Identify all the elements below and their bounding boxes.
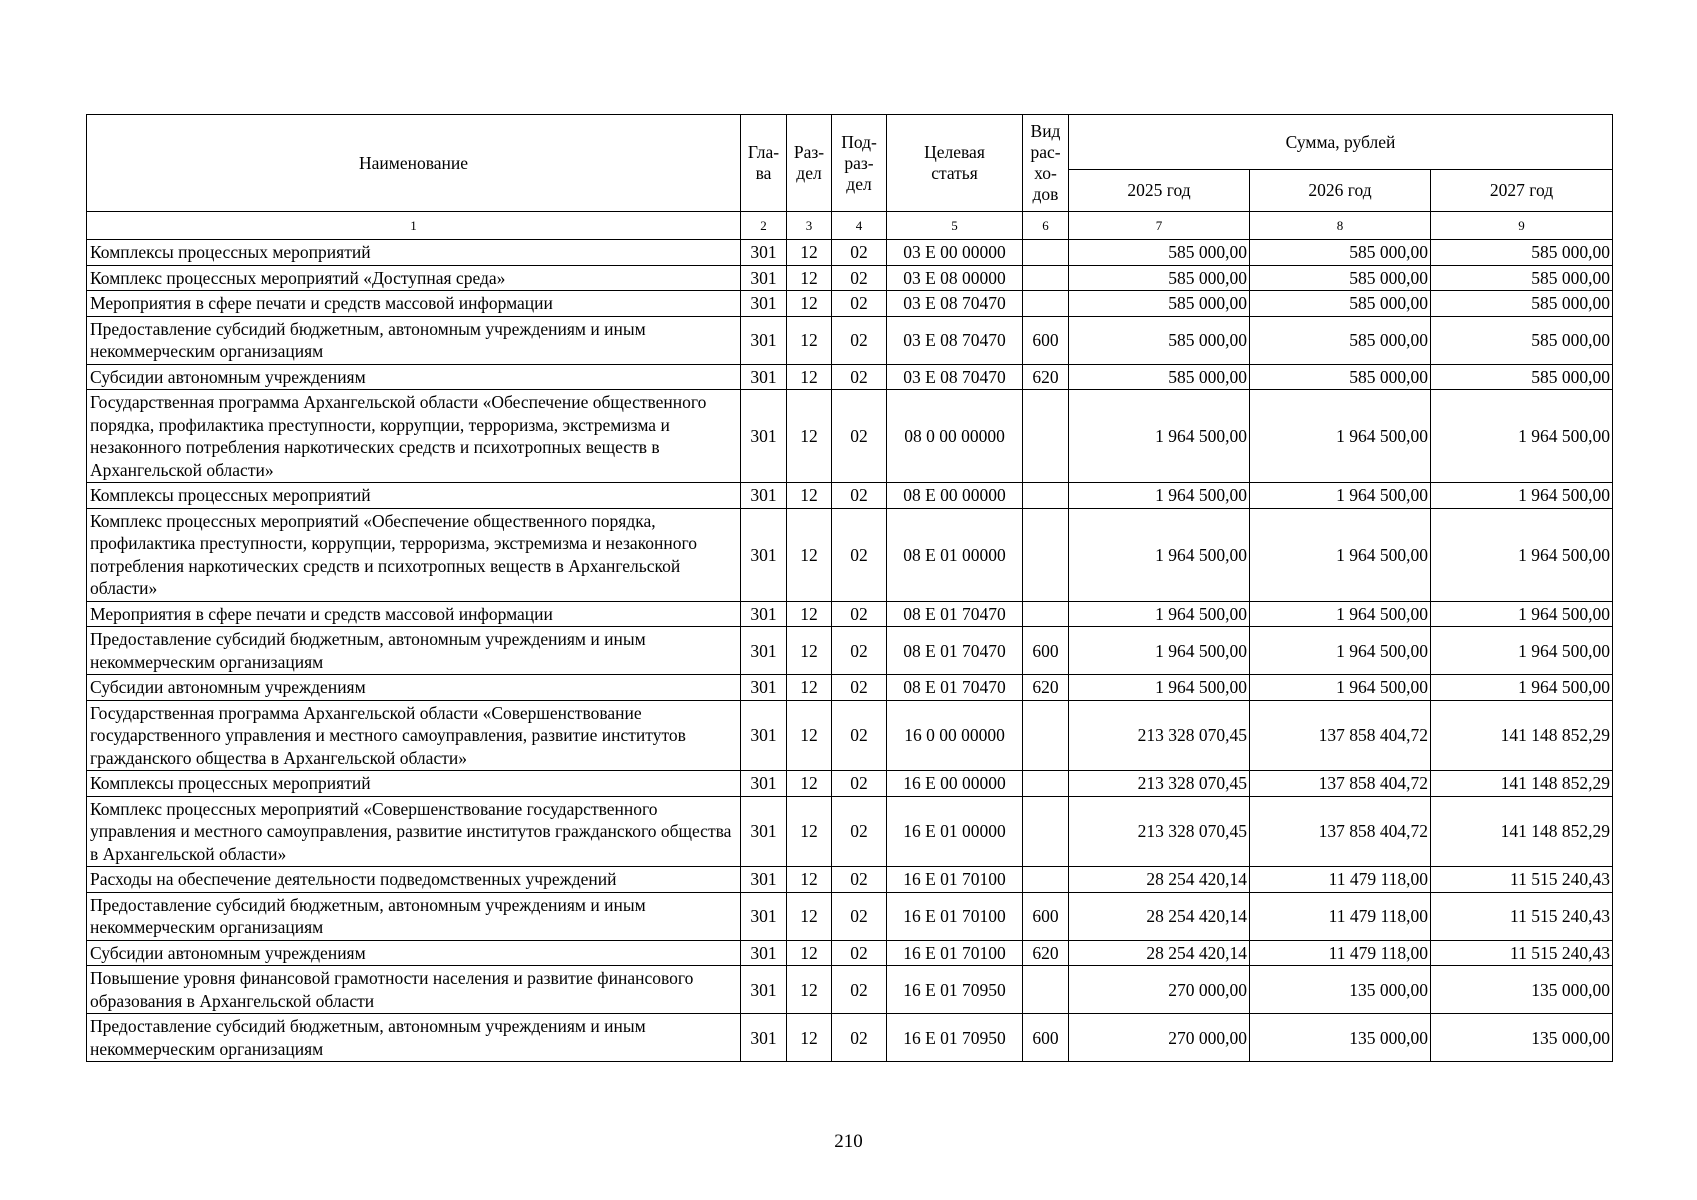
row-chapter: 301: [741, 316, 787, 364]
row-subsection: 02: [832, 966, 887, 1014]
column-number: 3: [787, 212, 832, 240]
row-chapter: 301: [741, 796, 787, 867]
row-name: Государственная программа Архангельской области «Обеспечение общественного порядка, профилактика преступности, коррупции, терроризма, экстремизма и незаконного потребления наркотических средств и психотропных веществ в Архангельской области»: [87, 390, 741, 483]
column-number: 6: [1023, 212, 1069, 240]
header-name: Наименование: [87, 115, 741, 212]
row-amount-2027: 135 000,00: [1431, 966, 1613, 1014]
column-number: 9: [1431, 212, 1613, 240]
row-amount-2025: 28 254 420,14: [1069, 867, 1250, 893]
row-target-article: 16 Е 00 00000: [887, 771, 1023, 797]
row-name: Комплекс процессных мероприятий «Совершенствование государственного управления и местного самоуправления, развитие институтов гражданского общества в Архангельской области»: [87, 796, 741, 867]
table-row: [87, 364, 1613, 390]
row-section: 12: [787, 390, 832, 483]
row-subsection: 02: [832, 771, 887, 797]
column-number: 5: [887, 212, 1023, 240]
row-expense-type: 620: [1023, 364, 1069, 390]
row-amount-2026: 1 964 500,00: [1250, 601, 1431, 627]
table-row: [87, 796, 1613, 867]
row-subsection: 02: [832, 796, 887, 867]
row-chapter: 301: [741, 265, 787, 291]
row-amount-2026: 585 000,00: [1250, 265, 1431, 291]
row-amount-2026: 1 964 500,00: [1250, 627, 1431, 675]
row-chapter: 301: [741, 627, 787, 675]
row-expense-type: [1023, 601, 1069, 627]
row-name: Повышение уровня финансовой грамотности населения и развитие финансового образования в Архангельской области: [87, 966, 741, 1014]
row-amount-2026: 1 964 500,00: [1250, 675, 1431, 701]
row-expense-type: 600: [1023, 627, 1069, 675]
row-name: Предоставление субсидий бюджетным, автономным учреждениям и иным некоммерческим организациям: [87, 892, 741, 940]
row-target-article: 03 Е 00 00000: [887, 240, 1023, 266]
row-section: 12: [787, 675, 832, 701]
row-name: Мероприятия в сфере печати и средств массовой информации: [87, 601, 741, 627]
row-subsection: 02: [832, 316, 887, 364]
row-chapter: 301: [741, 892, 787, 940]
row-section: 12: [787, 700, 832, 771]
row-target-article: 03 Е 08 70470: [887, 364, 1023, 390]
row-section: 12: [787, 483, 832, 509]
row-amount-2027: 1 964 500,00: [1431, 601, 1613, 627]
row-name: Субсидии автономным учреждениям: [87, 364, 741, 390]
row-name: Предоставление субсидий бюджетным, автономным учреждениям и иным некоммерческим организациям: [87, 1014, 741, 1062]
row-amount-2025: 585 000,00: [1069, 265, 1250, 291]
row-section: 12: [787, 601, 832, 627]
row-section: 12: [787, 940, 832, 966]
row-expense-type: 620: [1023, 675, 1069, 701]
row-name: Субсидии автономным учреждениям: [87, 940, 741, 966]
row-chapter: 301: [741, 390, 787, 483]
header-chapter-label: Гла- ва: [747, 142, 780, 183]
row-amount-2027: 1 964 500,00: [1431, 675, 1613, 701]
row-amount-2026: 585 000,00: [1250, 364, 1431, 390]
row-chapter: 301: [741, 867, 787, 893]
header-year-2025: 2025 год: [1069, 170, 1250, 212]
row-amount-2027: 11 515 240,43: [1431, 867, 1613, 893]
row-amount-2025: 28 254 420,14: [1069, 940, 1250, 966]
row-amount-2027: 135 000,00: [1431, 1014, 1613, 1062]
row-chapter: 301: [741, 240, 787, 266]
row-name: Субсидии автономным учреждениям: [87, 675, 741, 701]
row-amount-2025: 1 964 500,00: [1069, 675, 1250, 701]
row-amount-2027: 585 000,00: [1431, 364, 1613, 390]
row-expense-type: [1023, 966, 1069, 1014]
row-amount-2026: 11 479 118,00: [1250, 892, 1431, 940]
table-row: [87, 966, 1613, 1014]
row-amount-2025: 1 964 500,00: [1069, 601, 1250, 627]
row-chapter: 301: [741, 291, 787, 317]
row-chapter: 301: [741, 483, 787, 509]
row-amount-2025: 270 000,00: [1069, 966, 1250, 1014]
row-expense-type: [1023, 483, 1069, 509]
row-section: 12: [787, 265, 832, 291]
row-subsection: 02: [832, 867, 887, 893]
budget-table: [86, 114, 1613, 1062]
row-name: Комплексы процессных мероприятий: [87, 483, 741, 509]
row-target-article: 16 Е 01 70100: [887, 867, 1023, 893]
row-amount-2026: 137 858 404,72: [1250, 796, 1431, 867]
row-expense-type: [1023, 700, 1069, 771]
header-chapter: [741, 115, 787, 212]
table-row: [87, 771, 1613, 797]
row-name: Комплекс процессных мероприятий «Обеспечение общественного порядка, профилактика преступности, коррупции, терроризма, экстремизма и незаконного потребления наркотических средств и психотропных веществ в Архангельской области»: [87, 508, 741, 601]
row-target-article: 03 Е 08 70470: [887, 316, 1023, 364]
row-target-article: 08 0 00 00000: [887, 390, 1023, 483]
row-amount-2026: 1 964 500,00: [1250, 390, 1431, 483]
row-section: 12: [787, 966, 832, 1014]
row-section: 12: [787, 796, 832, 867]
row-subsection: 02: [832, 508, 887, 601]
row-subsection: 02: [832, 1014, 887, 1062]
table-row: [87, 1014, 1613, 1062]
row-expense-type: [1023, 240, 1069, 266]
row-subsection: 02: [832, 601, 887, 627]
row-amount-2025: 270 000,00: [1069, 1014, 1250, 1062]
row-amount-2025: 1 964 500,00: [1069, 390, 1250, 483]
row-expense-type: [1023, 796, 1069, 867]
row-amount-2027: 1 964 500,00: [1431, 483, 1613, 509]
row-chapter: 301: [741, 508, 787, 601]
header-subsection-label: Под- раз- дел: [841, 131, 877, 194]
row-section: 12: [787, 867, 832, 893]
row-amount-2025: 585 000,00: [1069, 364, 1250, 390]
row-chapter: 301: [741, 700, 787, 771]
row-expense-type: [1023, 291, 1069, 317]
column-number: 7: [1069, 212, 1250, 240]
row-subsection: 02: [832, 675, 887, 701]
row-amount-2027: 141 148 852,29: [1431, 771, 1613, 797]
row-subsection: 02: [832, 940, 887, 966]
header-sum: Сумма, рублей: [1069, 115, 1613, 170]
row-amount-2027: 585 000,00: [1431, 316, 1613, 364]
row-expense-type: 600: [1023, 1014, 1069, 1062]
row-target-article: 16 Е 01 70100: [887, 940, 1023, 966]
row-amount-2027: 585 000,00: [1431, 291, 1613, 317]
table-row: [87, 483, 1613, 509]
table-body: [87, 240, 1613, 1062]
row-target-article: 08 Е 01 00000: [887, 508, 1023, 601]
row-name: Комплекс процессных мероприятий «Доступная среда»: [87, 265, 741, 291]
row-amount-2025: 585 000,00: [1069, 316, 1250, 364]
row-amount-2027: 11 515 240,43: [1431, 892, 1613, 940]
row-chapter: 301: [741, 364, 787, 390]
row-name: Предоставление субсидий бюджетным, автономным учреждениям и иным некоммерческим организациям: [87, 316, 741, 364]
row-amount-2025: 1 964 500,00: [1069, 483, 1250, 509]
row-amount-2026: 585 000,00: [1250, 316, 1431, 364]
row-target-article: 08 Е 01 70470: [887, 601, 1023, 627]
row-subsection: 02: [832, 265, 887, 291]
column-number-row: [87, 212, 1613, 240]
header-target-article-label: Целевая статья: [924, 142, 985, 183]
row-target-article: 16 0 00 00000: [887, 700, 1023, 771]
row-amount-2025: 213 328 070,45: [1069, 700, 1250, 771]
row-chapter: 301: [741, 966, 787, 1014]
row-expense-type: 600: [1023, 316, 1069, 364]
row-amount-2027: 585 000,00: [1431, 240, 1613, 266]
row-amount-2025: 213 328 070,45: [1069, 796, 1250, 867]
row-name: Государственная программа Архангельской области «Совершенствование государственного управления и местного самоуправления, развитие институтов гражданского общества в Архангельской области»: [87, 700, 741, 771]
row-chapter: 301: [741, 1014, 787, 1062]
column-number: 4: [832, 212, 887, 240]
row-amount-2025: 213 328 070,45: [1069, 771, 1250, 797]
row-amount-2027: 11 515 240,43: [1431, 940, 1613, 966]
row-target-article: 08 Е 01 70470: [887, 627, 1023, 675]
header-target-article: [887, 115, 1023, 212]
row-expense-type: 620: [1023, 940, 1069, 966]
row-section: 12: [787, 240, 832, 266]
row-amount-2025: 28 254 420,14: [1069, 892, 1250, 940]
column-number: 1: [87, 212, 741, 240]
row-name: Мероприятия в сфере печати и средств массовой информации: [87, 291, 741, 317]
row-subsection: 02: [832, 892, 887, 940]
row-subsection: 02: [832, 291, 887, 317]
row-subsection: 02: [832, 700, 887, 771]
row-section: 12: [787, 291, 832, 317]
row-amount-2025: 1 964 500,00: [1069, 627, 1250, 675]
row-target-article: 16 Е 01 70100: [887, 892, 1023, 940]
table-row: [87, 892, 1613, 940]
row-subsection: 02: [832, 627, 887, 675]
table-row: [87, 265, 1613, 291]
row-target-article: 08 Е 01 70470: [887, 675, 1023, 701]
row-section: 12: [787, 627, 832, 675]
row-section: 12: [787, 892, 832, 940]
row-chapter: 301: [741, 675, 787, 701]
table-row: [87, 316, 1613, 364]
table-row: [87, 601, 1613, 627]
row-chapter: 301: [741, 601, 787, 627]
header-section-label: Раз- дел: [793, 142, 825, 183]
table-row: [87, 867, 1613, 893]
header-year-2026: 2026 год: [1250, 170, 1431, 212]
table-row: [87, 675, 1613, 701]
column-number: 8: [1250, 212, 1431, 240]
header-subsection: [832, 115, 887, 212]
table-row: [87, 240, 1613, 266]
row-subsection: 02: [832, 364, 887, 390]
row-amount-2026: 11 479 118,00: [1250, 867, 1431, 893]
header-expense-type-label: Вид рас- хо- дов: [1030, 121, 1061, 204]
row-amount-2025: 1 964 500,00: [1069, 508, 1250, 601]
row-amount-2026: 135 000,00: [1250, 966, 1431, 1014]
row-section: 12: [787, 316, 832, 364]
row-target-article: 03 Е 08 00000: [887, 265, 1023, 291]
header-section: [787, 115, 832, 212]
table-row: [87, 627, 1613, 675]
row-target-article: 16 Е 01 70950: [887, 1014, 1023, 1062]
row-name: Предоставление субсидий бюджетным, автономным учреждениям и иным некоммерческим организациям: [87, 627, 741, 675]
table-row: [87, 508, 1613, 601]
header-year-2027: 2027 год: [1431, 170, 1613, 212]
row-amount-2027: 1 964 500,00: [1431, 508, 1613, 601]
row-section: 12: [787, 771, 832, 797]
column-number: 2: [741, 212, 787, 240]
row-amount-2026: 137 858 404,72: [1250, 771, 1431, 797]
row-amount-2025: 585 000,00: [1069, 291, 1250, 317]
row-expense-type: [1023, 867, 1069, 893]
row-amount-2026: 137 858 404,72: [1250, 700, 1431, 771]
row-target-article: 16 Е 01 70950: [887, 966, 1023, 1014]
row-amount-2026: 585 000,00: [1250, 291, 1431, 317]
header-expense-type: [1023, 115, 1069, 212]
row-target-article: 16 Е 01 00000: [887, 796, 1023, 867]
row-amount-2026: 585 000,00: [1250, 240, 1431, 266]
row-target-article: 03 Е 08 70470: [887, 291, 1023, 317]
row-amount-2026: 1 964 500,00: [1250, 508, 1431, 601]
row-amount-2026: 11 479 118,00: [1250, 940, 1431, 966]
row-expense-type: [1023, 508, 1069, 601]
row-amount-2027: 141 148 852,29: [1431, 796, 1613, 867]
row-expense-type: 600: [1023, 892, 1069, 940]
row-section: 12: [787, 1014, 832, 1062]
row-expense-type: [1023, 265, 1069, 291]
row-name: Комплексы процессных мероприятий: [87, 240, 741, 266]
row-name: Расходы на обеспечение деятельности подведомственных учреждений: [87, 867, 741, 893]
row-amount-2027: 585 000,00: [1431, 265, 1613, 291]
row-amount-2027: 1 964 500,00: [1431, 627, 1613, 675]
table-row: [87, 700, 1613, 771]
row-section: 12: [787, 364, 832, 390]
row-section: 12: [787, 508, 832, 601]
row-expense-type: [1023, 771, 1069, 797]
row-subsection: 02: [832, 390, 887, 483]
row-expense-type: [1023, 390, 1069, 483]
table-row: [87, 291, 1613, 317]
table-row: [87, 390, 1613, 483]
row-chapter: 301: [741, 940, 787, 966]
table-row: [87, 940, 1613, 966]
row-amount-2027: 1 964 500,00: [1431, 390, 1613, 483]
row-subsection: 02: [832, 483, 887, 509]
page-number: 210: [834, 1131, 863, 1152]
row-amount-2026: 135 000,00: [1250, 1014, 1431, 1062]
row-target-article: 08 Е 00 00000: [887, 483, 1023, 509]
row-name: Комплексы процессных мероприятий: [87, 771, 741, 797]
row-amount-2027: 141 148 852,29: [1431, 700, 1613, 771]
row-chapter: 301: [741, 771, 787, 797]
row-amount-2026: 1 964 500,00: [1250, 483, 1431, 509]
row-amount-2025: 585 000,00: [1069, 240, 1250, 266]
row-subsection: 02: [832, 240, 887, 266]
